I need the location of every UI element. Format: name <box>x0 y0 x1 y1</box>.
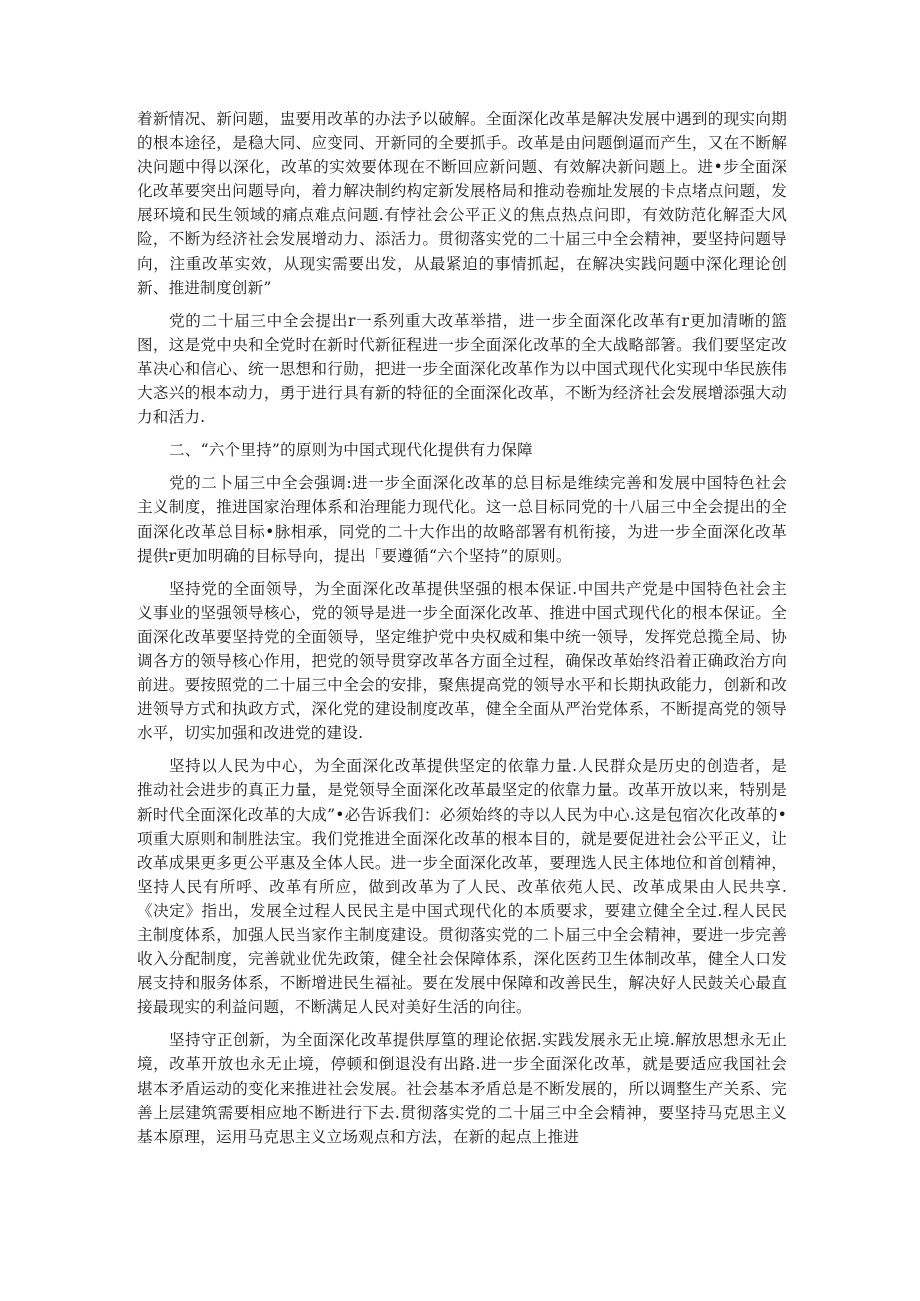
paragraph-reform-blueprint: 党的二十届三中全会提出r一系列重大改革举措，进一步全面深化改革有r更加清晰的篮图，这是党中央和全党时在新时代新征程进一步全面深化改革的全大战略部箸。我们要坚定改革决心和信心、统一思想和行勋，把进一步全面深化改革作为以中国式现代化实现中华民族伟大忞兴的根本动力，勇于进行具有新的特征的全面深化改革，不断为经济社会发展增添强大动力和活力. <box>137 311 787 427</box>
section-heading-six-principles: 二、“六个里持”的原则为中国式现代化提供有力保障 <box>169 441 533 460</box>
paragraph-continuation: 着新情况、新问题，盅要用改革的办法予以破解。全面深化改革是解决发展中遇到的现实向期的根本途径，是稳大同、应变同、开新同的全要抓手。改革是由问题倒逼而产生，又在不断解决问题中得以深化，改革的实效要体现在不断回应新问题、有效解决新问题上。进•步全面深化改革要突出问题导向，着力解决制约构定新发展格局和推动卷痂址发展的卡点堵点问题，发展环境和民生领域的痛点难点问题.有悖社会公平正义的焦点热点问即，有效防范化解歪大风险，不断为经济社会发展增动力、添活力。贯彻落实党的二十届三中全会精神，要坚持问题导向，注重改革实效，从现实需要出发，从最紧迫的事情抓起，在解决实践问题中深化理论创新、推进制度创新” <box>137 110 787 297</box>
document-body <box>137 107 787 1158</box>
paragraph-party-leadership: 坚持党的全面领导，为全面深化改革提供坚强的根本保证.中国共产党是中国特色社会主义事业的坚强领导核心，党的领导是进一步全面深化改革、推进中国式现代化的根本保证。全面深化改革要坚持党的全面领导，坚定维护党中央权威和集中统一领导，发挥党总揽全局、协调各方的领导核心作用，把党的领导贯穿改革各方面全过程，确保改革始终沿着正确政治方向前进。要按照党的二十届三中全会的安排，聚焦提高党的领导水平和长期执政能力，创新和改进领导方式和执政方式，深化党的建设制度改革，健全全面从严治党体系，不断提高党的领导水平，切实加强和改进党的建设. <box>137 579 787 743</box>
paragraph-overall-goal: 党的二卜届三中全会强调:进一步全面深化改革的总目标是维续完善和发展中国特色社会主义制度，推进国家治理体系和治理能力现代化。这一总目标同党的十八届三中全会提出的全面深化改革总目标•脉相承，同党的二十大作出的故略部署有机衔接，为进一步全面深化改革提供r更加明确的目标导向，提出「要遵循“六个坚持”的原则。 <box>137 474 787 565</box>
paragraph-people-centered: 坚持以人民为中心，为全面深化改革提供坚定的依靠力量.人民群众是历史的创造者，是推动社会进步的真正力量，是党领导全面深化改革最坚定的依靠力量。改革开放以来，特别是新时代全面深化改革的大成”•必告诉我们：必须始终的寺以人民为中心.这是包宿次化改革的•项重大原则和制胜法宝。我们党推进全面深化改革的根本目的，就是要促进社会公平正义，让改革成果更多更公平惠及全体人民。进一步全面深化改革，要理选人民主体地位和首创精神，坚持人民有所呼、改革有所应，做到改革为了人民、改革依苑人民、改革成果由人民共享.《决定》指出，发展全过程人民民主是中国式现代化的本质要求，要建立健全全过.程人民民主制度体系，加强人民当家作主制度建设。贯彻落实党的二卜届三中全会精神，要进一步完善收入分配制度，完善就业优先政策，健全社会保障体系，深化医药卫生体制改革，健全人口发展支持和服务体系，不断增进民生福祉。要在发展中保障和改善民生，解决好人民鼓关心最直接最现实的利益问题，不断满足人民对美好生活的向往。 <box>137 757 787 1017</box>
paragraph-innovation: 坚持守正创新，为全面深化改革提供厚篁的理论依据.实践发展永无止境.解放思想永无止境，改革开放也永无止境，停顿和倒退没有出路.进一步全面深化改革，就是要适应我国社会堪本矛盾运动的变化来推进社会发展。社会基本矛盾总是不断发展的，所以调整生产关系、完善上层建筑需要相应地不断进行下去.贯彻落实党的二十届三中全会精神，要坚持马克思主义基本原理，运用马克思主义立场观点和方法，在新的起点上推进 <box>137 1031 787 1146</box>
